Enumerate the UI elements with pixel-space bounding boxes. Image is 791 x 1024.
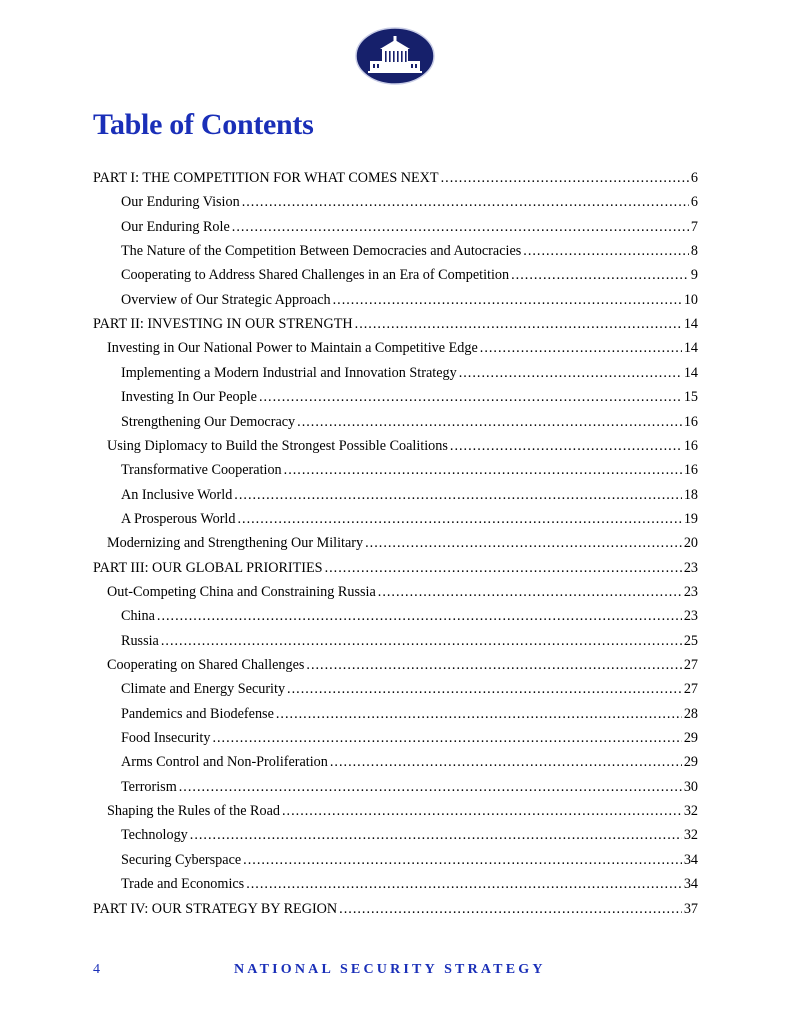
- toc-entry[interactable]: [121, 364, 698, 382]
- toc-entry-label: Transformative Cooperation: [121, 462, 282, 479]
- toc-entry[interactable]: [121, 266, 698, 284]
- toc-entry[interactable]: [121, 705, 698, 723]
- toc-entry[interactable]: [121, 753, 698, 771]
- toc-entry-page: 25: [683, 632, 698, 649]
- toc-entry[interactable]: [107, 656, 698, 674]
- toc-entry-label: Securing Cyberspace: [121, 851, 242, 868]
- toc-entry[interactable]: [121, 778, 698, 796]
- toc-entry-page: 14: [683, 340, 698, 357]
- toc-entry-label: Shaping the Rules of the Road: [107, 803, 280, 820]
- white-house-seal-icon: [355, 27, 435, 85]
- toc-leader-dots: [325, 559, 682, 577]
- toc-leader-dots: [157, 607, 682, 625]
- toc-entry-label: Out-Competing China and Constraining Russia: [107, 583, 376, 600]
- toc-entry-page: 20: [683, 535, 698, 552]
- toc-entry-page: 23: [683, 583, 698, 600]
- toc-entry[interactable]: [107, 437, 698, 455]
- toc-entry-label: Cooperating on Shared Challenges: [107, 657, 305, 673]
- toc-entry-page: 14: [683, 364, 698, 381]
- toc-entry-page: 16: [683, 462, 698, 479]
- toc-leader-dots: [480, 339, 682, 357]
- toc-entry[interactable]: [107, 583, 698, 601]
- toc-entry-page: 18: [683, 486, 698, 503]
- toc-leader-dots: [297, 413, 682, 431]
- toc-entry-page: 10: [683, 291, 698, 308]
- toc-entry-label: PART II: INVESTING IN OUR STRENGTH: [93, 316, 353, 333]
- toc-entry-page: 7: [690, 218, 698, 235]
- toc-leader-dots: [284, 461, 682, 479]
- toc-entry-label: Investing In Our People: [121, 389, 257, 406]
- toc-entry-page: 9: [690, 267, 698, 284]
- toc-entry-page: 16: [683, 413, 698, 430]
- toc-entry-label: A Prosperous World: [121, 510, 236, 527]
- footer-page-number: 4: [93, 962, 100, 977]
- toc-entry-label: Terrorism: [121, 778, 177, 795]
- toc-entry-page: 34: [683, 851, 698, 868]
- toc-entry-label: Our Enduring Vision: [121, 194, 240, 211]
- toc-entry[interactable]: [121, 193, 698, 211]
- footer-document-title: NATIONAL SECURITY STRATEGY: [234, 962, 546, 977]
- toc-leader-dots: [246, 875, 682, 893]
- toc-leader-dots: [287, 680, 682, 698]
- toc-entry[interactable]: [93, 559, 698, 577]
- toc-entry[interactable]: [121, 242, 698, 260]
- toc-entry-page: 29: [683, 754, 698, 771]
- toc-leader-dots: [234, 486, 682, 504]
- toc-entry-page: 6: [690, 194, 698, 211]
- toc-leader-dots: [276, 705, 682, 723]
- toc-entry-label: Investing in Our National Power to Maintain a Competitive Edge: [107, 340, 478, 357]
- toc-entry[interactable]: [121, 218, 698, 236]
- toc-entry-page: 15: [683, 389, 698, 406]
- toc-entry-page: 34: [683, 876, 698, 893]
- toc-leader-dots: [355, 315, 682, 333]
- toc-leader-dots: [212, 729, 681, 747]
- toc-leader-dots: [330, 753, 682, 771]
- toc-entry-label: An Inclusive World: [121, 486, 233, 503]
- toc-entry-label: Technology: [121, 827, 188, 844]
- toc-leader-dots: [232, 218, 689, 236]
- toc-entry[interactable]: [121, 680, 698, 698]
- toc-leader-dots: [441, 169, 689, 187]
- toc-entry-label: The Nature of the Competition Between Democracies and Autocracies: [121, 243, 522, 260]
- toc-entry-page: 14: [683, 316, 698, 333]
- toc-leader-dots: [190, 826, 682, 844]
- toc-leader-dots: [243, 851, 682, 869]
- toc-leader-dots: [259, 388, 682, 406]
- toc-entry[interactable]: [107, 534, 698, 552]
- toc-entry[interactable]: [121, 413, 698, 431]
- toc-leader-dots: [179, 778, 682, 796]
- toc-entry-label: China: [121, 608, 155, 625]
- toc-entry-label: Our Enduring Role: [121, 218, 230, 235]
- toc-leader-dots: [333, 291, 682, 309]
- toc-entry-page: 6: [690, 170, 698, 186]
- toc-entry[interactable]: [121, 388, 698, 406]
- toc-entry[interactable]: [93, 900, 698, 918]
- page-title: Table of Contents: [93, 108, 314, 141]
- toc-entry[interactable]: [107, 339, 698, 357]
- toc-entry-label: Overview of Our Strategic Approach: [121, 291, 331, 308]
- toc-entry-label: PART IV: OUR STRATEGY BY REGION: [93, 900, 338, 917]
- toc-entry-page: 27: [683, 681, 698, 698]
- toc-leader-dots: [237, 510, 681, 528]
- toc-entry[interactable]: [93, 315, 698, 333]
- toc-entry-label: Arms Control and Non-Proliferation: [121, 754, 328, 771]
- toc-entry[interactable]: [93, 169, 698, 187]
- toc-leader-dots: [523, 242, 689, 260]
- toc-entry-page: 27: [683, 657, 698, 673]
- toc-leader-dots: [450, 437, 682, 455]
- toc-entry[interactable]: [121, 729, 698, 747]
- toc-leader-dots: [459, 364, 682, 382]
- toc-leader-dots: [161, 632, 682, 650]
- toc-entry-label: Modernizing and Strengthening Our Military: [107, 535, 364, 552]
- toc-entry[interactable]: [121, 461, 698, 479]
- toc-entry-page: 19: [683, 510, 698, 527]
- toc-entry[interactable]: [121, 607, 698, 625]
- toc-entry-page: 37: [683, 900, 698, 917]
- toc-entry-label: Pandemics and Biodefense: [121, 705, 274, 722]
- toc-entry-page: 23: [683, 608, 698, 625]
- toc-entry-label: Implementing a Modern Industrial and Innovation Strategy: [121, 364, 457, 381]
- toc-entry-page: 29: [683, 730, 698, 747]
- toc-leader-dots: [306, 656, 681, 674]
- toc-leader-dots: [511, 266, 689, 284]
- toc-entry[interactable]: [107, 802, 698, 820]
- toc-leader-dots: [378, 583, 682, 601]
- toc-entry-page: 8: [690, 243, 698, 260]
- toc-entry-label: Trade and Economics: [121, 876, 245, 893]
- toc-entry[interactable]: [121, 826, 698, 844]
- toc-leader-dots: [365, 534, 682, 552]
- toc-entry[interactable]: [121, 486, 698, 504]
- toc-leader-dots: [242, 193, 689, 211]
- toc-entry-label: PART III: OUR GLOBAL PRIORITIES: [93, 559, 323, 576]
- toc-entry[interactable]: [121, 875, 698, 893]
- toc-entry-label: Strengthening Our Democracy: [121, 413, 296, 430]
- toc-entry[interactable]: [121, 632, 698, 650]
- toc-entry-page: 16: [683, 437, 698, 454]
- toc-entry[interactable]: [121, 291, 698, 309]
- toc-entry-label: Climate and Energy Security: [121, 681, 286, 698]
- toc-entry-page: 30: [683, 778, 698, 795]
- toc-entry-label: PART I: THE COMPETITION FOR WHAT COMES NEXT: [93, 170, 439, 186]
- toc-leader-dots: [339, 900, 682, 918]
- toc-entry-page: 32: [683, 827, 698, 844]
- toc-entry-label: Russia: [121, 632, 159, 649]
- toc-entry[interactable]: [121, 510, 698, 528]
- toc-leader-dots: [282, 802, 682, 820]
- toc-entry-label: Food Insecurity: [121, 730, 211, 747]
- toc-entry-page: 23: [683, 559, 698, 576]
- toc-entry-page: 32: [683, 803, 698, 820]
- toc-entry-label: Cooperating to Address Shared Challenges in an Era of Competition: [121, 267, 510, 284]
- toc-entry-page: 28: [683, 705, 698, 722]
- toc-entry[interactable]: [121, 851, 698, 869]
- toc-entry-label: Using Diplomacy to Build the Strongest Possible Coalitions: [107, 437, 448, 454]
